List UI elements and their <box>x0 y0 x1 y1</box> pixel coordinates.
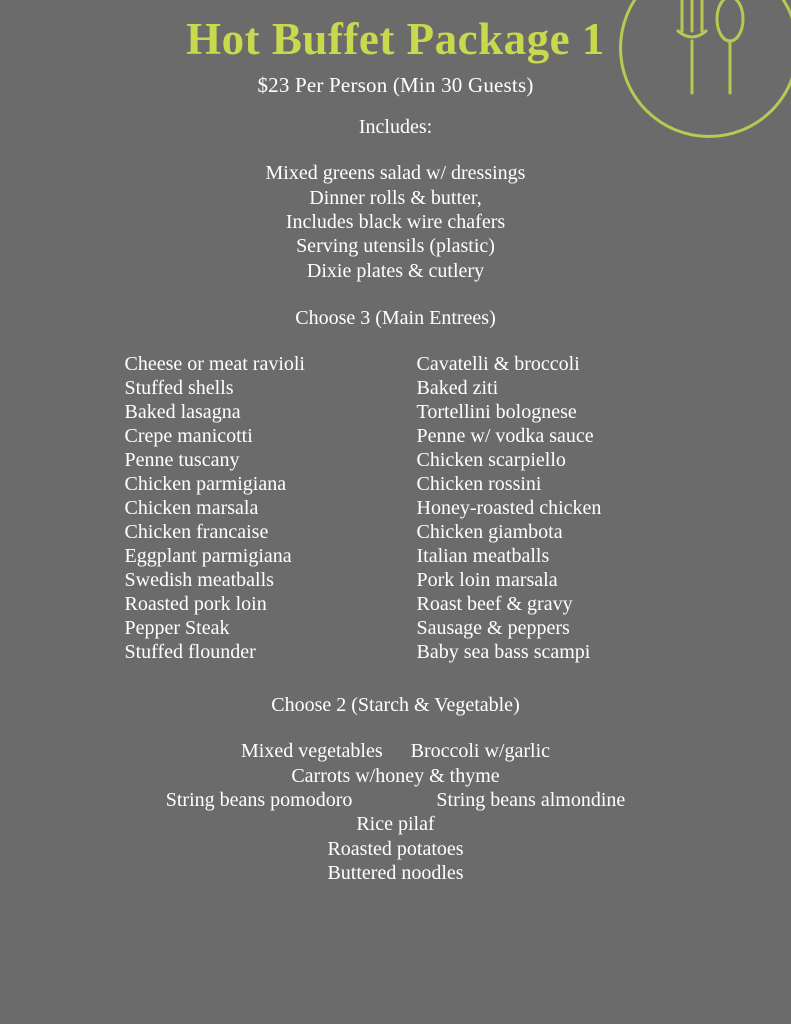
includes-list <box>0 161 791 283</box>
list-item: Honey-roasted chicken <box>416 497 602 520</box>
list-item: Chicken rossini <box>416 473 542 496</box>
list-item: Roasted potatoes <box>327 837 464 860</box>
list-item: Cheese or meat ravioli <box>124 353 305 376</box>
sides-row <box>0 739 791 763</box>
list-item: Stuffed shells <box>124 377 234 400</box>
sides-heading: Choose 2 (Starch & Vegetable) <box>271 694 520 717</box>
list-item: Penne w/ vodka sauce <box>416 425 594 448</box>
list-item: Crepe manicotti <box>124 425 253 448</box>
list-item: Baked lasagna <box>124 401 241 424</box>
list-item: Mixed greens salad w/ dressings <box>265 162 526 185</box>
list-item: Dixie plates & cutlery <box>306 259 485 282</box>
list-item: Penne tuscany <box>124 449 240 472</box>
list-item: Cavatelli & broccoli <box>416 353 580 376</box>
price-line: $23 Per Person (Min 30 Guests) <box>257 73 534 98</box>
list-item: String beans almondine <box>436 788 626 811</box>
list-item: Tortellini bolognese <box>416 401 577 424</box>
list-item: Roasted pork loin <box>124 593 267 616</box>
list-item: Broccoli w/garlic <box>410 740 551 763</box>
entrees-column-right <box>417 352 667 664</box>
list-item: Mixed vegetables <box>240 740 383 763</box>
list-item: Baby sea bass scampi <box>416 641 591 664</box>
list-item: Pork loin marsala <box>416 569 558 592</box>
entrees-column-left <box>125 352 375 664</box>
list-item: Italian meatballs <box>416 545 550 568</box>
list-item: Chicken marsala <box>124 497 259 520</box>
page-title: Hot Buffet Package 1 <box>186 14 605 64</box>
list-item: Chicken scarpiello <box>416 449 566 472</box>
list-item: Chicken parmigiana <box>124 473 287 496</box>
entrees-heading: Choose 3 (Main Entrees) <box>295 307 496 330</box>
includes-label: Includes: <box>358 116 433 139</box>
sides-list <box>0 739 791 885</box>
list-item: Eggplant parmigiana <box>124 545 292 568</box>
list-item: String beans pomodoro <box>165 788 353 811</box>
list-item: Roast beef & gravy <box>416 593 573 616</box>
list-item: Baked ziti <box>416 377 499 400</box>
list-item: Pepper Steak <box>124 617 230 640</box>
list-item: Buttered noodles <box>327 862 464 885</box>
entrees-grid <box>0 352 791 664</box>
list-item: Chicken francaise <box>124 521 269 544</box>
list-item: Swedish meatballs <box>124 569 274 592</box>
list-item: Carrots w/honey & thyme <box>291 764 500 787</box>
list-item: Stuffed flounder <box>124 641 256 664</box>
list-item: Rice pilaf <box>356 813 435 836</box>
list-item: Serving utensils (plastic) <box>296 235 495 258</box>
list-item: Sausage & peppers <box>416 617 570 640</box>
fork-and-spoon-icon <box>619 0 791 138</box>
list-item: Includes black wire chafers <box>285 211 506 234</box>
list-item: Dinner rolls & butter, <box>309 186 482 209</box>
list-item: Chicken giambota <box>416 521 563 544</box>
sides-row <box>0 788 791 812</box>
